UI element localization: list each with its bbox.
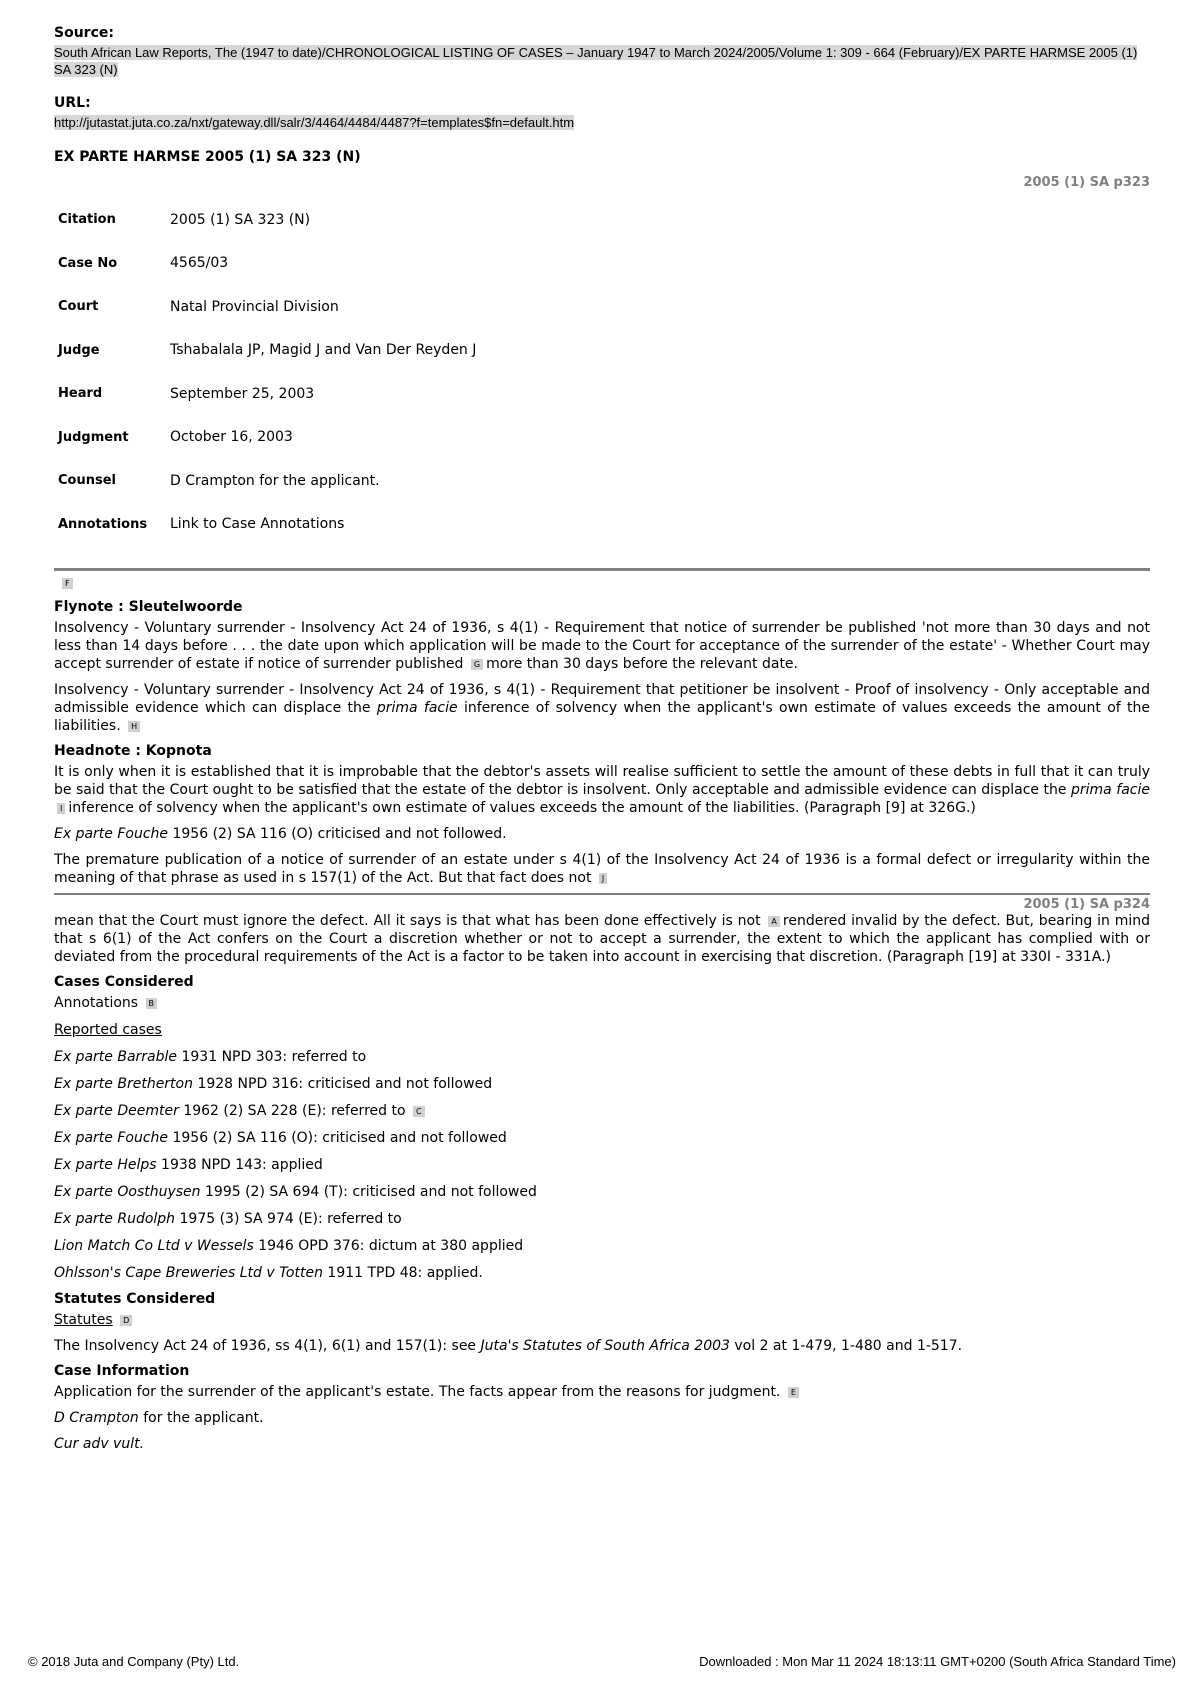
case-item (54, 1048, 1150, 1066)
flynote-text: Insolvency - Voluntary surrender - Insolvency Act 24 of 1936, s 4(1) - Requirement that notice of surrender be published 'not more than 30 days and not less than 14 days before . . . the date upon which application will be made to the Court for acceptance of the surrender of the estate' - Whether Court may accept surrender of estate if notice of surrender published (54, 620, 1150, 672)
meta-key: Case No (58, 255, 118, 271)
margin-marker-j: J (599, 873, 607, 884)
case-name: Ex parte Barrable (54, 1049, 178, 1065)
case-item (54, 1075, 1150, 1093)
case-ref: 1928 NPD 316: criticised and not followed (197, 1076, 493, 1092)
meta-row-annotations (58, 503, 476, 547)
case-info-italic: D Crampton (54, 1410, 139, 1426)
margin-marker-c: C (413, 1106, 425, 1117)
meta-row-court (58, 285, 476, 329)
statutes-link[interactable]: Statutes (54, 1312, 113, 1328)
meta-key: Counsel (58, 473, 116, 489)
case-name: Ex parte Rudolph (54, 1211, 176, 1227)
meta-value: Tshabalala JP, Magid J and Van Der Reyden J (170, 342, 477, 359)
case-info-paragraph-2 (54, 1409, 1150, 1427)
case-ref: 1911 TPD 48: applied. (327, 1265, 483, 1281)
meta-key: Citation (58, 212, 116, 228)
page-divider (54, 893, 1150, 895)
source-text-block (54, 44, 1150, 78)
case-name: Ex parte Oosthuysen (54, 1184, 201, 1200)
meta-value: 2005 (1) SA 323 (N) (170, 211, 311, 228)
headnote-paragraph-4 (54, 912, 1150, 966)
statutes-text (54, 1337, 1150, 1355)
footer-copyright: © 2018 Juta and Company (Pty) Ltd. (28, 1654, 240, 1669)
headnote-italic: Ex parte Fouche (54, 826, 169, 842)
meta-row-counsel (58, 459, 476, 503)
case-info-text: Application for the surrender of the applicant's estate. The facts appear from the reasons for judgment. (54, 1384, 781, 1400)
margin-marker-f: F (62, 578, 73, 589)
document-page (54, 24, 1150, 1461)
headnote-text: mean that the Court must ignore the defect. All it says is that what has been done effectively is not (54, 913, 761, 929)
flynote-text: inference of solvency when the applicant's own estimate of values exceeds the amount of the liabilities. (54, 700, 1151, 734)
case-item (54, 1210, 1150, 1228)
case-name: Lion Match Co Ltd v Wessels (54, 1238, 254, 1254)
annotations-link[interactable]: Link to Case Annotations (170, 516, 345, 533)
case-ref: 1995 (2) SA 694 (T): criticised and not followed (205, 1184, 537, 1200)
headnote-heading: Headnote : Kopnota (54, 743, 212, 759)
case-name: Ex parte Bretherton (54, 1076, 193, 1092)
statutes-text-part: vol 2 at 1-479, 1-480 and 1-517. (734, 1338, 963, 1354)
statutes-label-line (54, 1311, 1150, 1329)
meta-value: Natal Provincial Division (170, 298, 339, 315)
footer-download-timestamp: Downloaded : Mon Mar 11 2024 18:13:11 GMT+0200 (South Africa Standard Time) (699, 1654, 1176, 1669)
flynote-paragraph-2 (54, 681, 1150, 735)
meta-key: Annotations (58, 516, 148, 532)
flynote-heading: Flynote : Sleutelwoorde (54, 599, 243, 615)
headnote-text: The premature publication of a notice of surrender of an estate under s 4(1) of the Insolvency Act 24 of 1936 is a formal defect or irregularity within the meaning of that phrase as used in s 157(1) of the Act. But that fact does not (54, 852, 1150, 886)
case-info-text: for the applicant. (143, 1410, 264, 1426)
section-divider (54, 568, 1150, 571)
case-name: Ex parte Deemter (54, 1103, 179, 1119)
case-ref: 1938 NPD 143: applied (161, 1157, 323, 1173)
case-name: Ohlsson's Cape Breweries Ltd v Totten (54, 1265, 323, 1281)
statutes-heading: Statutes Considered (54, 1291, 216, 1307)
cases-list (54, 994, 1150, 1282)
case-ref: 1931 NPD 303: referred to (181, 1049, 367, 1065)
meta-row-caseno (58, 242, 476, 286)
meta-row-judge (58, 329, 476, 373)
case-item (54, 1183, 1150, 1201)
source-text[interactable]: South African Law Reports, The (1947 to date)/CHRONOLOGICAL LISTING OF CASES – January 1947 to March 2024/2005/Volume 1: 309 - 664 (February)/EX PARTE HARMSE 2005 (1) SA 323 (N) (54, 45, 1138, 77)
margin-marker-a: A (768, 916, 779, 927)
meta-key: Judgment (58, 429, 129, 445)
case-info-paragraph-1 (54, 1383, 1150, 1401)
case-info-heading: Case Information (54, 1363, 190, 1379)
case-name: Ex parte Fouche (54, 1130, 169, 1146)
flynote-paragraph-1 (54, 619, 1150, 673)
marker-f-row (62, 575, 1150, 591)
headnote-text: 1956 (2) SA 116 (O) criticised and not followed. (172, 826, 507, 842)
case-ref: 1956 (2) SA 116 (O): criticised and not followed (172, 1130, 507, 1146)
page-ref-324: 2005 (1) SA p324 (1023, 897, 1150, 912)
cases-heading: Cases Considered (54, 974, 194, 990)
headnote-paragraph-3 (54, 851, 1150, 887)
cases-annotations-label[interactable]: Annotations (54, 995, 139, 1011)
case-ref: 1962 (2) SA 228 (E): referred to (183, 1103, 406, 1119)
url-label: URL: (54, 95, 91, 111)
meta-row-citation (58, 198, 476, 242)
flynote-text: more than 30 days before the relevant date. (486, 656, 798, 672)
source-label: Source: (54, 25, 114, 41)
statutes-italic: Juta's Statutes of South Africa 2003 (480, 1338, 730, 1354)
meta-value: D Crampton for the applicant. (170, 472, 380, 489)
meta-row-heard (58, 372, 476, 416)
meta-value: 4565/03 (170, 255, 229, 272)
headnote-paragraph-1 (54, 763, 1150, 817)
flynote-italic: prima facie (376, 700, 458, 716)
url-text-block (54, 114, 1150, 131)
meta-value: September 25, 2003 (170, 385, 315, 402)
margin-marker-b: B (146, 998, 158, 1009)
margin-marker-i: I (57, 803, 65, 814)
meta-value: October 16, 2003 (170, 429, 293, 446)
case-item (54, 1102, 1150, 1120)
margin-marker-d: D (120, 1315, 132, 1326)
page-footer (28, 1654, 1176, 1669)
case-item (54, 1156, 1150, 1174)
headnote-text: It is only when it is established that it is improbable that the debtor's assets will realise sufficient to settle the amount of these debts in full that it can truly be said that the Court ought to be satisfied that the estate of the debtor is insolvent. Only acceptable and admissible evidence can displace the (54, 764, 1150, 798)
case-title: EX PARTE HARMSE 2005 (1) SA 323 (N) (54, 149, 361, 165)
margin-marker-h: H (128, 721, 140, 732)
margin-marker-g: G (471, 659, 483, 670)
meta-key: Judge (58, 342, 100, 358)
meta-key: Heard (58, 386, 103, 402)
statutes-text-part: The Insolvency Act 24 of 1936, ss 4(1), 6(1) and 157(1): see (54, 1338, 477, 1354)
meta-key: Court (58, 299, 99, 315)
headnote-text: inference of solvency when the applicant's own estimate of values exceeds the amount of the liabilities. (Paragraph [9] at 326G.) (68, 800, 976, 816)
case-item (54, 1264, 1150, 1282)
meta-row-judgment (58, 416, 476, 460)
reported-cases-line (54, 1021, 1150, 1039)
flynote-text: Insolvency - Voluntary surrender - Insolvency Act 24 of 1936, s 4(1) - Requirement that petitioner be insolvent - Proof of insolvency - Only acceptable and admissible evidence which can displace the (54, 682, 1150, 716)
url-link[interactable]: http://jutastat.juta.co.za/nxt/gateway.dll/salr/3/4464/4484/4487?f=templates$fn=default.htm (54, 115, 575, 130)
case-info-italic: Cur adv vult. (54, 1436, 145, 1452)
margin-marker-e: E (788, 1387, 799, 1398)
headnote-text: rendered invalid by the defect. But, bearing in mind that s 6(1) of the Act confers on the Court a discretion whether or not to accept a surrender, the extent to which the applicant has complied with or deviated from the procedural requirements of the Act is a factor to be taken into account in exercising that discretion. (Paragraph [19] at 330I - 331A.) (54, 913, 1151, 965)
case-metadata-table (58, 198, 476, 546)
headnote-paragraph-2 (54, 825, 1150, 843)
case-item (54, 1237, 1150, 1255)
case-item (54, 1129, 1150, 1147)
page-ref-323: 2005 (1) SA p323 (1023, 175, 1150, 190)
reported-cases-link[interactable]: Reported cases (54, 1022, 162, 1038)
cases-annotations-line (54, 994, 1150, 1012)
case-ref: 1975 (3) SA 974 (E): referred to (179, 1211, 402, 1227)
case-name: Ex parte Helps (54, 1157, 157, 1173)
headnote-italic: prima facie (1071, 782, 1150, 798)
case-info-paragraph-3 (54, 1435, 1150, 1453)
case-ref: 1946 OPD 376: dictum at 380 applied (258, 1238, 524, 1254)
